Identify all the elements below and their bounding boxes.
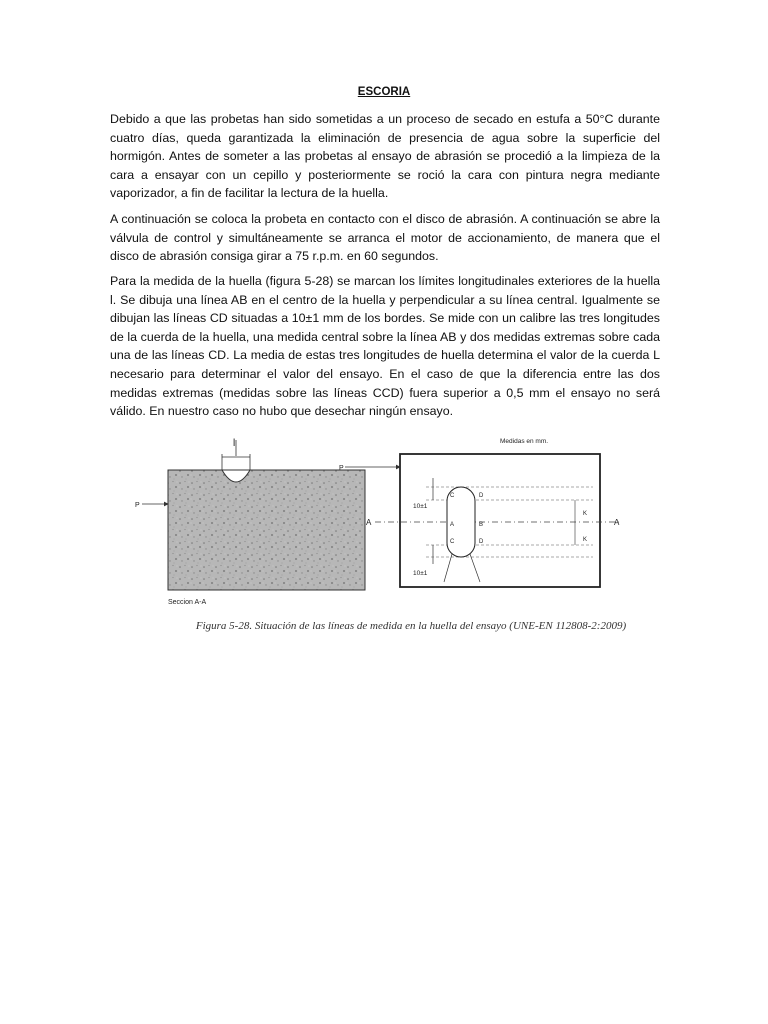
paragraph-drying: Debido a que las probetas han sido sometidas a un proceso de secado en estufa a 50°C durante cuatro días, queda garantizada la eliminación de presencia de agua sobre la superficie del hormigón. Antes de someter a las probetas al ensayo de abrasión se procedió a la limpieza de la cara a ensayar con un cepillo y posteriormente se roció la cara con pintura negra mediante vaporizador, a fin de facilitar la lectura de la huella.	[110, 112, 660, 201]
section-label: Seccion A-A	[168, 599, 207, 606]
label-a-left: A	[366, 518, 372, 527]
right-panel-plan	[339, 438, 620, 587]
label-k-top: K	[583, 511, 588, 517]
page-title: ESCORIA	[357, 86, 411, 98]
label-c-top: C	[450, 493, 455, 499]
left-panel-section	[135, 438, 365, 606]
label-a-mid: A	[450, 522, 455, 528]
label-d-bottom: D	[479, 539, 484, 545]
label-b-mid: B	[479, 522, 484, 528]
label-k-bottom: K	[583, 537, 588, 543]
label-c-bottom: C	[450, 539, 455, 545]
paragraph-measurement: Para la medida de la huella (figura 5-28) se marcan los límites longitudinales exteriores de la huella l. Se dibuja una línea AB en el centro de la huella y perpendicular a su línea central. Igualmente se dibujan las líneas CD situadas a 10±1 mm de los bordes. Se mide con un calibre las tres longitudes de la cuerda de la huella, una medida central sobre la línea AB y dos medidas extremas sobre cada una de las líneas CD. La media de estas tres longitudes de huella determina el valor de la cuerda L necesario para determinar el valor del ensayo. En el caso de que la diferencia entre las dos medidas extremas (medidas sobre las líneas CCD) fuera superior a 0,5 mm el ensayo no será válido. En nuestro caso no hubo que desechar ningún ensayo.	[110, 274, 660, 419]
figure-diagram	[130, 432, 650, 622]
label-a-right: A	[614, 518, 620, 527]
units-label: Medidas en mm.	[500, 438, 549, 445]
specimen-face	[400, 454, 600, 587]
specimen-block	[168, 470, 365, 590]
label-d-top: D	[479, 493, 484, 499]
label-p-left: P	[135, 502, 140, 509]
label-p-right: P	[339, 465, 344, 472]
paragraph-abrasion-start: A continuación se coloca la probeta en contacto con el disco de abrasión. A continuación se abre la válvula de control y simultáneamente se arranca el motor de accionamiento, de manera que el disco de abrasión consiga girar a 75 r.p.m. en 60 segundos.	[110, 212, 660, 264]
dim-bottom-label: 10±1	[413, 570, 428, 577]
figure-5-28	[130, 432, 650, 652]
dim-top-label: 10±1	[413, 503, 428, 510]
figure-caption: Figura 5-28. Situación de las líneas de medida en la huella del ensayo (UNE-EN 112808-2:2009)	[195, 620, 627, 632]
label-l: l	[233, 438, 236, 449]
